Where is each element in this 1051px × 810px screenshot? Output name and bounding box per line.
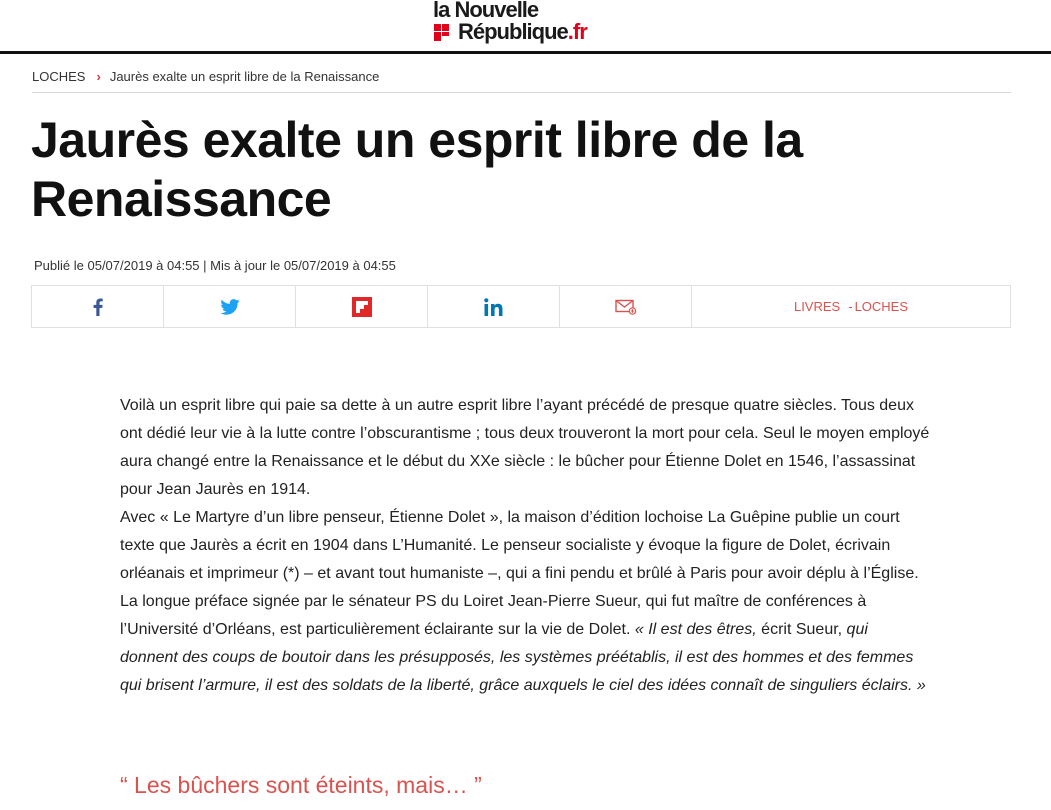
page-title: Jaurès exalte un esprit libre de la Renaissance — [31, 112, 803, 227]
header-divider — [0, 51, 1051, 54]
tag-loches-link[interactable]: LOCHES — [854, 299, 909, 314]
article-tags — [692, 286, 1010, 327]
logo-name: République — [458, 19, 568, 44]
logo-line2 — [458, 19, 587, 45]
paragraph-3-text: La longue préface signée par le sénateur PS du Loiret Jean-Pierre Sueur, qui fut maître de conférences à l’Université d’Orléans, est particulièrement éclairante sur la vie de Dolet. — [120, 593, 867, 638]
article-body — [120, 392, 930, 700]
breadcrumb-current: Jaurès exalte un esprit libre de la Renaissance — [109, 69, 380, 84]
publication-meta: Publié le 05/07/2019 à 04:55 | Mis à jour le 05/07/2019 à 04:55 — [34, 258, 396, 273]
share-linkedin-button[interactable] — [428, 286, 560, 327]
logo-tld: .fr — [567, 19, 587, 44]
article-paragraph-2: Avec « Le Martyre d’un libre penseur, Étienne Dolet », la maison d’édition lochoise La Guêpine publie un court texte que Jaurès a écrit en 1904 dans L’Humanité. Le penseur socialiste y évoque la figure de Dolet, écrivain orléanais et imprimeur (*) – et avant tout humaniste –, qui a fini pendu et brûlé à Paris pour avoir déplu à l’Église. — [120, 509, 919, 582]
linkedin-icon — [484, 298, 504, 316]
article-paragraph-1: Voilà un esprit libre qui paie sa dette à un autre esprit libre l’ayant précédé de presque quatre siècles. Tous deux ont dédié leur vie à la lutte contre l’obscurantisme ; tous deux trouveront la mort pour cela. Seul le moyen employé aura changé entre la Renaissance et le début du XXe siècle : le bûcher pour Étienne Dolet en 1546, l’assassinat pour Jean Jaurès en 1914. — [120, 397, 930, 498]
paragraph-3-attribution: écrit Sueur, — [761, 621, 847, 638]
breadcrumb-chevron-icon: › — [96, 69, 101, 84]
share-email-button[interactable] — [560, 286, 692, 327]
email-icon — [615, 299, 637, 315]
tag-livres-link[interactable]: LIVRES — [793, 299, 841, 314]
share-flipboard-button[interactable] — [296, 286, 428, 327]
flipboard-icon — [352, 297, 372, 317]
breadcrumb — [32, 69, 1011, 93]
facebook-icon — [93, 298, 103, 316]
site-header — [0, 0, 1051, 55]
share-twitter-button[interactable] — [164, 286, 296, 327]
tag-separator: - — [848, 299, 853, 314]
paragraph-3-quote: qui donnent des coups de boutoir dans les présupposés, les systèmes préétablis, il est des hommes et des femmes qui brisent l’armure, il est des soldats de la liberté, grâce auxquels le ciel des idées connaît de singuliers éclairs. » — [120, 621, 926, 694]
article-paragraph-3 — [120, 588, 930, 700]
twitter-icon — [220, 299, 240, 315]
pullquote-heading: “ Les bûchers sont éteints, mais… ” — [120, 772, 482, 798]
share-bar — [31, 285, 1011, 328]
site-logo[interactable] — [433, 0, 608, 46]
logo-mark-icon — [434, 24, 449, 41]
paragraph-3-quote-open: « Il est des êtres, — [634, 621, 762, 638]
share-facebook-button[interactable] — [32, 286, 164, 327]
breadcrumb-section-link[interactable]: LOCHES — [32, 69, 86, 84]
logo-line1: la Nouvelle — [433, 0, 539, 22]
